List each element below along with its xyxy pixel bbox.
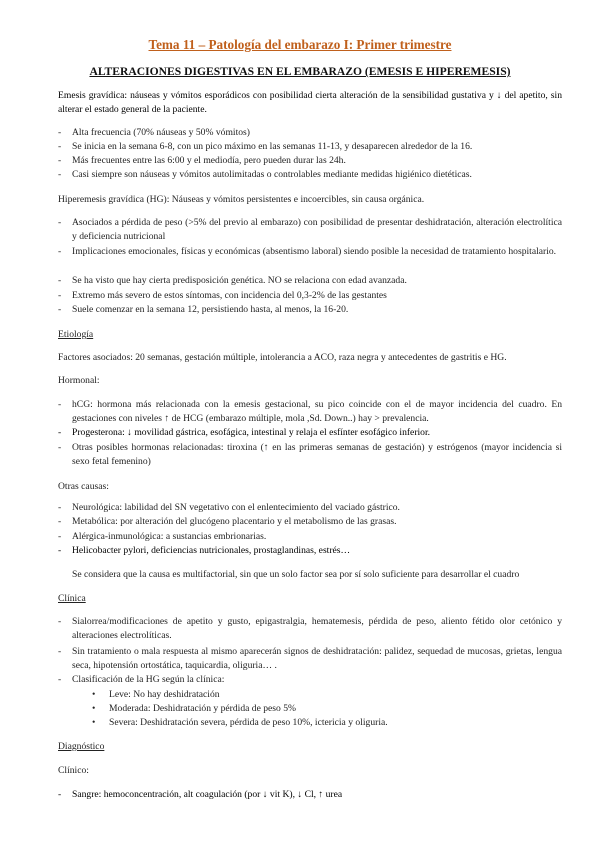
etiologia-conclusion: Se considera que la causa es multifactorial, sin que un solo factor sea por sí solo suficiente para desarrollar el cuadro — [72, 569, 520, 580]
sub-list-item: • Moderada: Deshidratación y pérdida de peso 5% — [92, 703, 297, 714]
clinica-heading: Clínica — [58, 593, 86, 604]
list-item: - Otras posibles hormonas relacionadas: tiroxina (↑ en las primeras semanas de gestación) y estrógenos (mayor incidencia si sexo fetal femenino) — [58, 442, 562, 468]
list-item: - Metabólica: por alteración del glucógeno placentario y el metabolismo de las grasas. — [58, 516, 397, 527]
list-item: - Alérgica-inmunológica: a sustancias embrionarias. — [58, 531, 267, 542]
list-item: - Helicobacter pylori, deficiencias nutricionales, prostaglandinas, estrés… — [58, 545, 351, 556]
list-item: - Suele comenzar en la semana 12, persistiendo hasta, al menos, la 16-20. — [58, 304, 349, 315]
factores-asociados: Factores asociados: 20 semanas, gestación múltiple, intolerancia a ACO, raza negra y antecedentes de gastritis e HG. — [58, 352, 507, 363]
sub-list-item: • Severa: Deshidratación severa, pérdida de peso 10%, ictericia y oliguria. — [92, 717, 388, 728]
list-item: - Asociados a pérdida de peso (>5% del previo al embarazo) con posibilidad de presentar deshidratación, alteración electrolítica y deficiencia nutricional — [58, 217, 562, 243]
list-item: - Progesterona: ↓ movilidad gástrica, esofágica, intestinal y relaja el esfínter esofágico inferior. — [58, 427, 431, 438]
section-heading: ALTERACIONES DIGESTIVAS EN EL EMBARAZO (EMESIS E HIPEREMESIS) — [89, 65, 511, 78]
list-item: - Se ha visto que hay cierta predisposición genética. NO se relaciona con edad avanzada. — [58, 275, 407, 286]
sub-list-item: • Leve: No hay deshidratación — [92, 689, 220, 700]
diagnostico-heading: Diagnóstico — [58, 741, 105, 752]
otras-causas-label: Otras causas: — [58, 481, 109, 492]
list-item: - Sangre: hemoconcentración, alt coagulación (por ↓ vit K), ↓ Cl, ↑ urea — [58, 789, 343, 800]
hiperemesis-intro: Hiperemesis gravídica (HG): Náuseas y vómitos persistentes e incoercibles, sin causa orgánica. — [58, 194, 425, 205]
list-item: - Se inicia en la semana 6-8, con un pico máximo en las semanas 11-13, y desaparecen alrededor de la 16. — [58, 141, 473, 152]
hormonal-label: Hormonal: — [58, 375, 100, 386]
list-item: - Neurológica: labilidad del SN vegetativo con el enlentecimiento del vaciado gástrico. — [58, 502, 400, 513]
list-item: - Más frecuentes entre las 6:00 y el mediodía, pero pueden durar las 24h. — [58, 155, 346, 166]
list-item: - Casi siempre son náuseas y vómitos autolimitadas o controlables mediante medidas higiénico dietéticas. — [58, 169, 472, 180]
list-item: - hCG: hormona más relacionada con la emesis gestacional, su pico coincide con el de mayor incidencia del cuadro. En gestaciones con niveles ↑ de HCG (embarazo múltiple, mola ,Sd. Down..) hay > prevalencia. — [58, 399, 562, 425]
list-item: - Alta frecuencia (70% náuseas y 50% vómitos) — [58, 127, 250, 138]
list-item: - Extremo más severo de estos síntomas, con incidencia del 0,3-2% de las gestantes — [58, 290, 387, 301]
emesis-intro: Emesis gravídica: náuseas y vómitos esporádicos con posibilidad cierta alteración de la sensibilidad gustativa y ↓ del apetito, sin alterar el estado general de la paciente. — [58, 90, 562, 116]
list-item: - Sialorrea/modificaciones de apetito y gusto, epigastralgia, hematemesis, pérdida de peso, aliento fétido olor cetónico y alteraciones electrolíticas. — [58, 616, 562, 642]
list-item: - Sin tratamiento o mala respuesta al mismo aparecerán signos de deshidratación: palidez, sequedad de mucosas, grietas, lengua seca, hipotensión ortostática, taquicardia, oliguria… . — [58, 646, 562, 672]
etiologia-heading: Etiología — [58, 329, 94, 340]
list-item: - Clasificación de la HG según la clínica: — [58, 674, 225, 685]
list-item: - Implicaciones emocionales, físicas y económicas (absentismo laboral) siendo posible la necesidad de tratamiento hospitalario. — [58, 246, 557, 257]
document-title: Tema 11 – Patología del embarazo I: Primer trimestre — [148, 37, 452, 52]
clinico-label: Clínico: — [58, 765, 89, 776]
